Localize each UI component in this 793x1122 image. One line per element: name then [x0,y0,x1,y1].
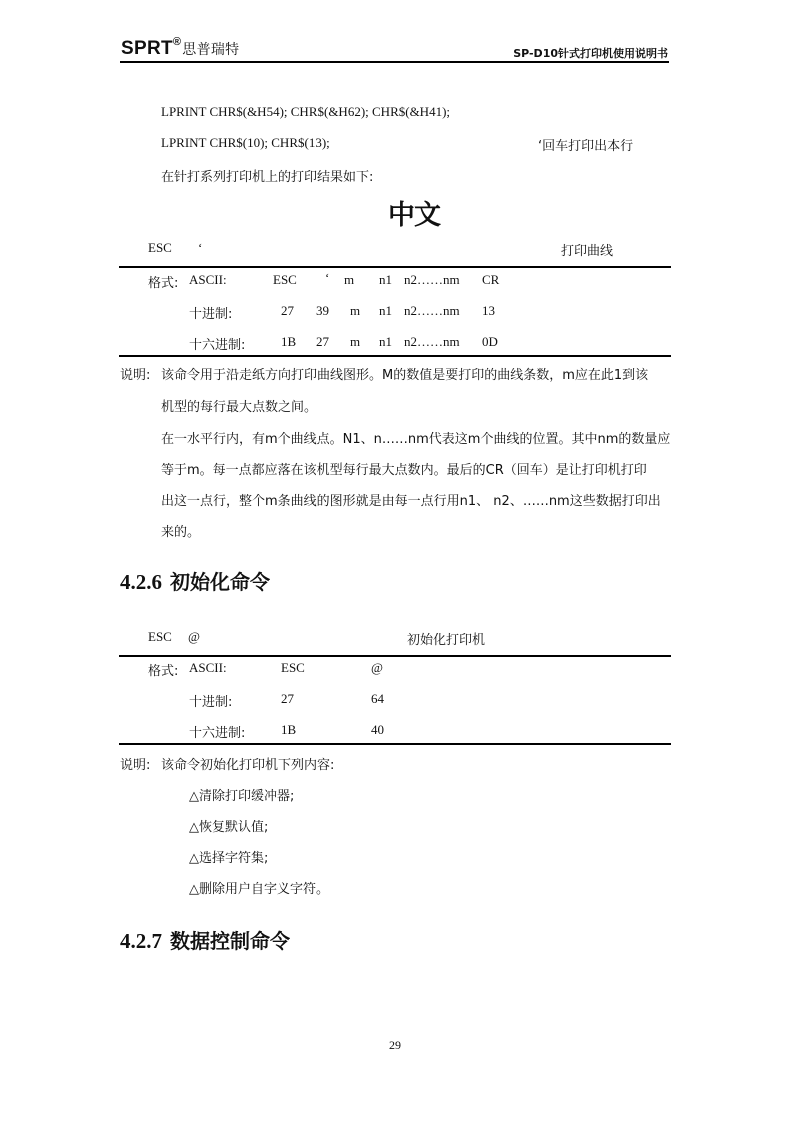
note-line: 等于m。每一点都应落在该机型每行最大点数内。最后的CR（回车）是让打印机打印 [161,463,647,478]
section-title: 数据控制命令 [170,929,290,953]
registered-mark: ® [172,36,182,48]
cell: 13 [482,303,495,318]
note-label: 说明: [120,758,151,773]
row-label-ascii: ASCII: [189,660,227,675]
cell: 64 [371,691,384,706]
code-line-2: LPRINT CHR$(10); CHR$(13); [161,135,330,150]
cell: 27 [281,691,294,706]
row-label-decimal: 十进制: [189,695,233,710]
cell: n2……nm [404,303,460,318]
row-label-hex: 十六进制: [189,726,246,741]
table-top-rule [119,655,671,657]
cell: 27 [316,334,329,349]
printed-sample: 中文 [388,200,440,231]
command-description: 初始化打印机 [407,633,486,648]
cell: @ [371,660,383,675]
cell: n2……nm [404,334,460,349]
cell: n1 [379,334,392,349]
list-item: △删除用户自字义字符。 [189,882,329,897]
document-title: SP-D10针式打印机使用说明书 [513,47,668,60]
command-param: @ [188,629,200,644]
section-number: 4.2.7 [120,929,162,953]
list-item: △恢复默认值; [189,820,269,835]
cell: m [350,303,361,318]
cell: m [344,272,355,287]
note-line: 来的。 [161,525,201,540]
format-label: 格式: [148,276,179,291]
cell: 1B [281,334,297,349]
note-text: 该命令初始化打印机下列内容: [161,758,335,773]
header-rule [120,61,669,63]
row-label-hex: 十六进制: [189,338,246,353]
row-label-decimal: 十进制: [189,307,233,322]
cell: ESC [281,660,305,675]
brand-logo [121,38,239,60]
note-line: 出这一点行，整个m条曲线的图形就是由每一点行用n1、 n2、……nm这些数据打印出 [161,494,661,509]
cell: n1 [379,272,392,287]
section-heading-4-2-7 [120,925,290,954]
section-heading-4-2-6 [120,566,270,595]
list-item: △选择字符集; [189,851,269,866]
cell: ESC [273,272,297,287]
cell: ‘ [325,270,330,285]
list-item: △清除打印缓冲器; [189,789,295,804]
code-line-1: LPRINT CHR$(&H54); CHR$(&H62); CHR$(&H41); [161,104,451,119]
cell: 1B [281,722,297,737]
cell: CR [482,272,500,287]
cell: m [350,334,361,349]
note-line: 机型的每行最大点数之间。 [161,400,318,415]
table-top-rule [119,266,671,268]
brand-name: SPRT [121,38,173,59]
command-name: ESC [148,629,172,644]
cell: n1 [379,303,392,318]
section-number: 4.2.6 [120,570,162,594]
note-line: 在一水平行内，有m个曲线点。N1、n……nm代表这m个曲线的位置。其中nm的数量应 [161,432,671,447]
cell: 39 [316,303,329,318]
cell: 40 [371,722,384,737]
page-number: 29 [389,1038,401,1052]
table-bottom-rule [119,743,671,745]
table-bottom-rule [119,355,671,357]
cell: n2……nm [404,272,460,287]
row-label-ascii: ASCII: [189,272,227,287]
brand-name-cn: 思普瑞特 [182,42,240,58]
cell: 0D [482,334,498,349]
command-name: ESC [148,240,172,255]
section-title: 初始化命令 [170,570,270,594]
format-label: 格式: [148,664,179,679]
result-caption: 在针打系列打印机上的打印结果如下: [161,170,374,185]
command-description: 打印曲线 [561,244,614,259]
note-line: 该命令用于沿走纸方向打印曲线图形。M的数值是要打印的曲线条数，m应在此1到该 [161,368,649,383]
command-param: ‘ [198,240,203,255]
cell: 27 [281,303,294,318]
code-line-2-comment: ‘回车打印出本行 [538,139,634,154]
note-label: 说明: [120,368,151,383]
